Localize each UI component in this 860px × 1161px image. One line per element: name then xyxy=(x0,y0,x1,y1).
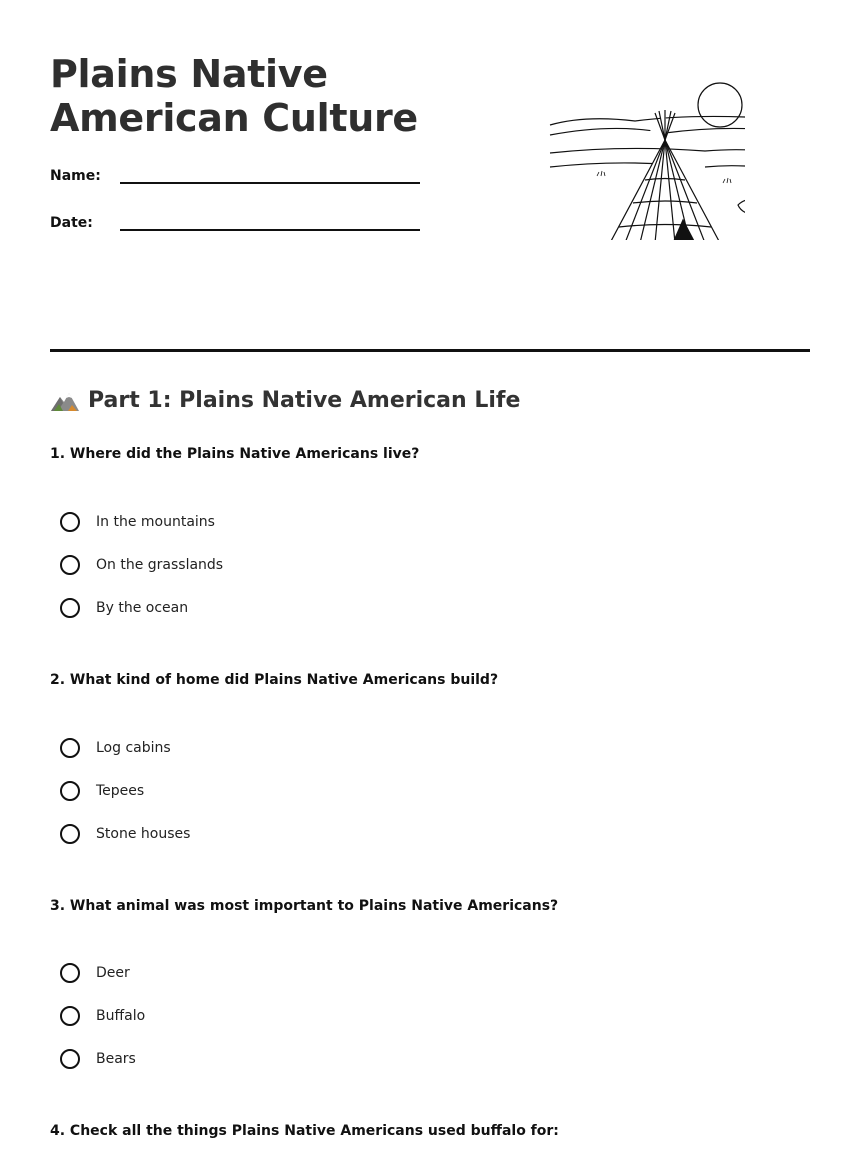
question-4: 4. Check all the things Plains Native Americans used buffalo for: xyxy=(50,1123,559,1139)
answer-option[interactable] xyxy=(60,552,223,578)
question-2: 2. What kind of home did Plains Native Americans build? xyxy=(50,672,499,688)
answer-label: Tepees xyxy=(96,783,145,799)
radio-button[interactable] xyxy=(60,963,80,983)
answer-label: Deer xyxy=(96,965,130,981)
answer-label: Stone houses xyxy=(96,826,191,842)
answer-label: Buffalo xyxy=(96,1008,146,1024)
answer-option[interactable] xyxy=(60,595,188,621)
answer-option[interactable] xyxy=(60,1046,136,1072)
part-1-heading xyxy=(50,388,520,413)
answer-option[interactable] xyxy=(60,778,144,804)
section-divider xyxy=(50,349,810,352)
name-field-row xyxy=(50,164,420,184)
answer-option[interactable] xyxy=(60,821,190,847)
mountain-icon xyxy=(50,389,80,413)
answer-option[interactable] xyxy=(60,735,171,761)
date-field[interactable] xyxy=(120,211,420,231)
answer-label: On the grasslands xyxy=(96,557,224,573)
radio-button[interactable] xyxy=(60,1049,80,1069)
question-1: 1. Where did the Plains Native Americans live? xyxy=(50,446,420,462)
radio-button[interactable] xyxy=(60,738,80,758)
buffalo-icon xyxy=(738,193,745,223)
answer-label: In the mountains xyxy=(96,514,215,530)
radio-button[interactable] xyxy=(60,598,80,618)
name-label: Name: xyxy=(50,168,101,184)
radio-button[interactable] xyxy=(60,555,80,575)
answer-label: Bears xyxy=(96,1051,136,1067)
tepee-prairie-illustration xyxy=(495,55,745,240)
radio-button[interactable] xyxy=(60,1006,80,1026)
answer-label: Log cabins xyxy=(96,740,171,756)
part-1-title: Part 1: Plains Native American Life xyxy=(88,388,521,413)
date-label: Date: xyxy=(50,215,93,231)
answer-label: By the ocean xyxy=(96,600,189,616)
page-title: Plains Native American Culture xyxy=(50,52,418,140)
date-field-row xyxy=(50,211,420,231)
answer-option[interactable] xyxy=(60,509,215,535)
radio-button[interactable] xyxy=(60,781,80,801)
answer-option[interactable] xyxy=(60,1003,145,1029)
answer-option[interactable] xyxy=(60,960,130,986)
name-field[interactable] xyxy=(120,164,420,184)
radio-button[interactable] xyxy=(60,824,80,844)
question-3: 3. What animal was most important to Plains Native Americans? xyxy=(50,898,559,914)
radio-button[interactable] xyxy=(60,512,80,532)
